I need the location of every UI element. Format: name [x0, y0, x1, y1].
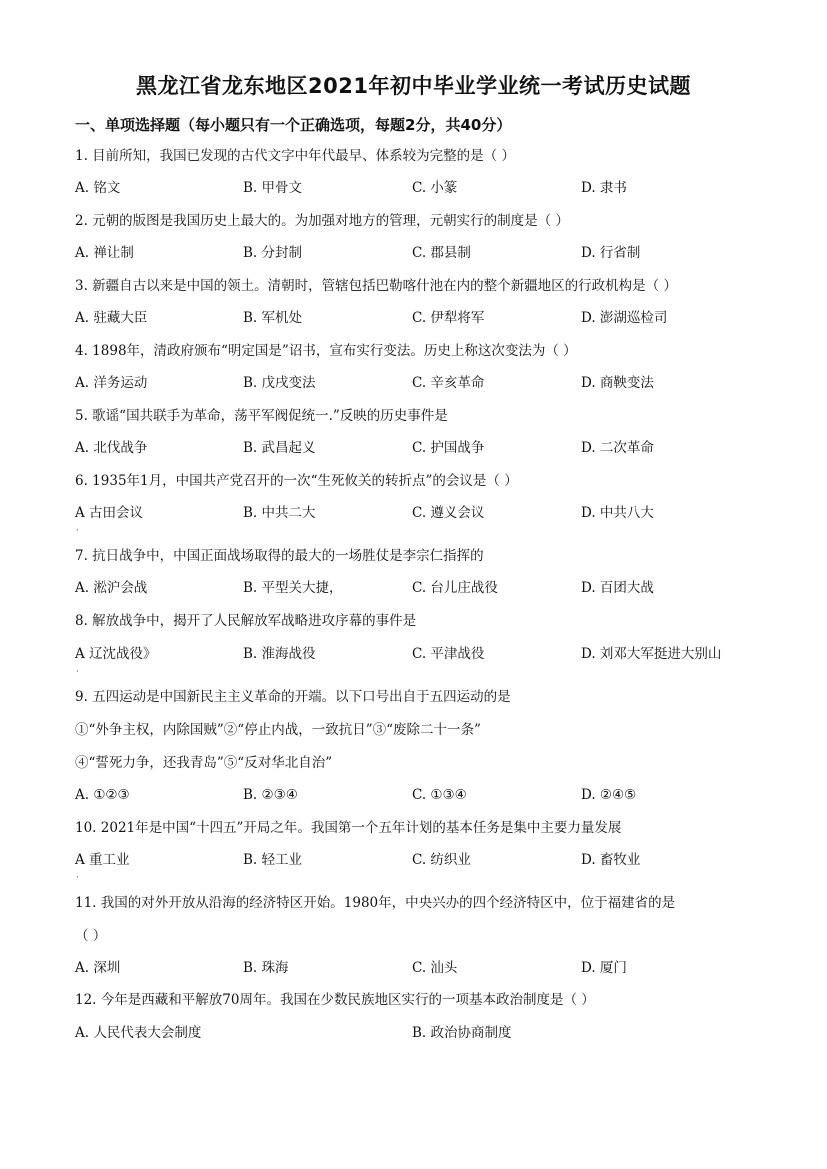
option-a[interactable]: A 重工业	[75, 852, 130, 868]
option-b[interactable]: B. 平型关大捷，	[243, 580, 343, 596]
option-c[interactable]: C. 护国战争	[412, 440, 485, 456]
option-c[interactable]: C. 平津战役	[412, 646, 485, 662]
option-b[interactable]: B. 分封制	[243, 245, 303, 261]
question-8-options	[75, 644, 755, 664]
option-d[interactable]: D. 二次革命	[581, 440, 654, 456]
option-b[interactable]: B. 甲骨文	[243, 180, 303, 196]
option-d[interactable]: D. 澎湖巡检司	[581, 310, 668, 326]
stray-dot: ·	[76, 873, 79, 882]
option-a[interactable]: A 古田会议	[75, 505, 144, 521]
option-d[interactable]: D. 厦门	[581, 960, 627, 976]
stray-dot: ·	[76, 667, 79, 676]
option-d[interactable]: D. 刘邓大军挺进大别山	[581, 646, 722, 662]
option-a[interactable]: A. 淞沪会战	[75, 580, 148, 596]
option-c[interactable]: C. 郡县制	[412, 245, 471, 261]
question-3-options	[75, 308, 755, 328]
option-a[interactable]: A. 禅让制	[75, 245, 134, 261]
option-d[interactable]: D. 中共八大	[581, 505, 654, 521]
option-a[interactable]: A. 人民代表大会制度	[75, 1025, 202, 1041]
question-4-stem: 4. 1898年，清政府颁布“明定国是”诏书，宣布实行变法。历史上称这次变法为（ ）	[75, 343, 577, 359]
option-c[interactable]: C. 辛亥革命	[412, 375, 485, 391]
option-b[interactable]: B. 戊戌变法	[243, 375, 316, 391]
stray-dot: ·	[76, 526, 79, 535]
option-b[interactable]: B. 淮海战役	[243, 646, 316, 662]
option-a[interactable]: A 辽沈战役》	[75, 646, 157, 662]
question-11-stem-continued: （ ）	[75, 928, 107, 944]
option-d[interactable]: D. 隶书	[581, 180, 627, 196]
question-5-stem: 5. 歌谣“国共联手为革命，荡平军阀促统一.”反映的历史事件是	[75, 408, 448, 424]
option-a[interactable]: A. 北伐战争	[75, 440, 148, 456]
question-4-options	[75, 373, 755, 393]
option-d[interactable]: D. 畜牧业	[581, 852, 641, 868]
option-d[interactable]: D. 行省制	[581, 245, 641, 261]
question-5-options	[75, 438, 755, 458]
question-2-stem: 2. 元朝的版图是我国历史上最大的。为加强对地方的管理，元朝实行的制度是（ ）	[75, 213, 569, 229]
option-b[interactable]: B. 武昌起义	[243, 440, 316, 456]
question-3-stem: 3. 新疆自古以来是中国的领土。清朝时，管辖包括巴勒喀什池在内的整个新疆地区的行政机构是（ ）	[75, 278, 677, 294]
option-c[interactable]: C. 台儿庄战役	[412, 580, 498, 596]
option-b[interactable]: B. 军机处	[243, 310, 303, 326]
option-a[interactable]: A. ①②③	[75, 787, 130, 803]
option-b[interactable]: B. 轻工业	[243, 852, 303, 868]
question-12-options	[75, 1023, 755, 1043]
option-b[interactable]: B. ②③④	[243, 787, 298, 803]
question-9-statements-line-1: ①“外争主权，内除国贼”②“停止内战，一致抗日”③“废除二十一条”	[75, 722, 481, 738]
question-10-options	[75, 850, 755, 870]
option-d[interactable]: D. 商鞅变法	[581, 375, 654, 391]
question-9-options	[75, 785, 755, 805]
option-c[interactable]: C. 遵义会议	[412, 505, 485, 521]
question-9-statements-line-2: ④“誓死力争，还我青岛”⑤“反对华北自治”	[75, 755, 333, 771]
question-11-stem: 11. 我国的对外开放从沿海的经济特区开始。1980年，中央兴办的四个经济特区中，位于福建省的是	[75, 895, 676, 911]
option-c[interactable]: C. 汕头	[412, 960, 458, 976]
section-heading: 一、单项选择题（每小题只有一个正确选项，每题2分，共40分）	[75, 116, 512, 134]
question-7-stem: 7. 抗日战争中，中国正面战场取得的最大的一场胜仗是李宗仁指挥的	[75, 548, 484, 564]
option-c[interactable]: C. 伊犁将军	[412, 310, 485, 326]
option-a[interactable]: A. 驻藏大臣	[75, 310, 148, 326]
option-c[interactable]: C. 小篆	[412, 180, 458, 196]
option-c[interactable]: C. ①③④	[412, 787, 467, 803]
question-1-stem: 1. 目前所知，我国已发现的古代文字中年代最早、体系较为完整的是（ ）	[75, 148, 515, 164]
question-9-stem: 9. 五四运动是中国新民主主义革命的开端。以下口号出自于五四运动的是	[75, 689, 511, 705]
option-d[interactable]: D. 百团大战	[581, 580, 654, 596]
option-d[interactable]: D. ②④⑤	[581, 787, 637, 803]
question-10-stem: 10. 2021年是中国“十四五”开局之年。我国第一个五年计划的基本任务是集中主要力量发展	[75, 820, 622, 836]
question-1-options	[75, 178, 755, 198]
option-a[interactable]: A. 深圳	[75, 960, 121, 976]
question-7-options	[75, 578, 755, 598]
option-b[interactable]: B. 珠海	[243, 960, 289, 976]
page-title: 黑龙江省龙东地区2021年初中毕业学业统一考试历史试题	[136, 74, 691, 98]
question-8-stem: 8. 解放战争中，揭开了人民解放军战略进攻序幕的事件是	[75, 613, 417, 629]
option-a[interactable]: A. 洋务运动	[75, 375, 148, 391]
question-11-options	[75, 958, 755, 978]
option-c[interactable]: C. 纺织业	[412, 852, 471, 868]
question-6-options	[75, 503, 755, 523]
question-12-stem: 12. 今年是西藏和平解放70周年。我国在少数民族地区实行的一项基本政治制度是（ ）	[75, 992, 595, 1008]
question-2-options	[75, 243, 755, 263]
option-a[interactable]: A. 铭文	[75, 180, 121, 196]
question-6-stem: 6. 1935年1月，中国共产党召开的一次“生死攸关的转折点”的会议是（ ）	[75, 473, 518, 489]
option-b[interactable]: B. 政治协商制度	[412, 1025, 512, 1041]
option-b[interactable]: B. 中共二大	[243, 505, 316, 521]
